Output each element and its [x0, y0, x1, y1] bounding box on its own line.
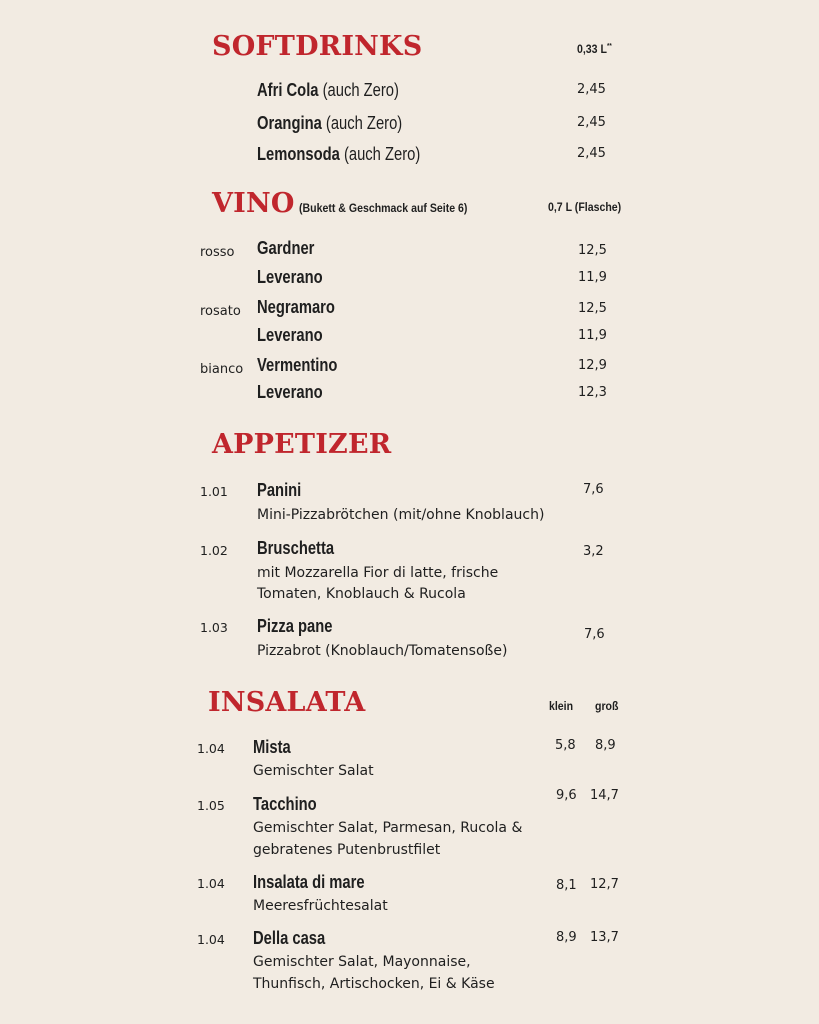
- appetizer-item-price: 3,2: [583, 544, 604, 559]
- item-number: 1.05: [197, 798, 225, 813]
- salad-item-price-small: 9,6: [556, 788, 577, 803]
- salad-item-price-large: 14,7: [590, 788, 619, 803]
- vino-note: (Bukett & Geschmack auf Seite 6): [299, 201, 468, 215]
- appetizer-item-description: Pizzabrot (Knoblauch/Tomatensoße): [257, 643, 508, 659]
- salad-item-description: Gemischter Salat: [253, 763, 374, 779]
- appetizer-item-name: Pizza pane: [257, 616, 333, 636]
- item-number: 1.01: [200, 484, 228, 499]
- salad-item-name: Mista: [253, 737, 291, 757]
- appetizer-item-price: 7,6: [583, 482, 604, 497]
- appetizer-item-description: Tomaten, Knoblauch & Rucola: [257, 586, 466, 602]
- item-number: 1.04: [197, 932, 225, 947]
- softdrink-item-price: 2,45: [577, 146, 606, 161]
- softdrink-item-price: 2,45: [577, 115, 606, 130]
- salad-item-price-large: 12,7: [590, 877, 619, 892]
- salad-item-description: Gemischter Salat, Mayonnaise,: [253, 954, 471, 970]
- insalata-heading: INSALATA: [208, 687, 366, 718]
- softdrink-item-name: Orangina (auch Zero): [257, 113, 403, 133]
- vino-heading: VINO: [212, 188, 295, 219]
- salad-item-description: gebratenes Putenbrustfilet: [253, 842, 441, 858]
- appetizer-heading: APPETIZER: [212, 429, 392, 460]
- softdrink-item-price: 2,45: [577, 82, 606, 97]
- wine-item-price: 12,5: [578, 243, 607, 258]
- wine-item-name: Gardner: [257, 238, 315, 258]
- softdrinks-volume-header: 0,33 L**: [577, 42, 612, 56]
- wine-item-name: Negramaro: [257, 297, 335, 317]
- salad-item-description: Meeresfrüchtesalat: [253, 898, 388, 914]
- wine-item-name: Leverano: [257, 325, 323, 345]
- salad-item-price-small: 5,8: [555, 738, 576, 753]
- appetizer-item-price: 7,6: [584, 627, 605, 642]
- item-number: 1.02: [200, 543, 228, 558]
- salad-item-description: Gemischter Salat, Parmesan, Rucola &: [253, 820, 523, 836]
- wine-item-name: Vermentino: [257, 355, 338, 375]
- appetizer-item-name: Bruschetta: [257, 538, 335, 558]
- wine-item-price: 12,5: [578, 301, 607, 316]
- wine-item-price: 11,9: [578, 270, 607, 285]
- wine-item-name: Leverano: [257, 382, 323, 402]
- softdrinks-heading: SOFTDRINKS: [212, 31, 423, 62]
- salad-item-price-large: 13,7: [590, 930, 619, 945]
- item-number: 1.03: [200, 620, 228, 635]
- wine-item-name: Leverano: [257, 267, 323, 287]
- wine-item-price: 12,3: [578, 385, 607, 400]
- item-number: 1.04: [197, 876, 225, 891]
- insalata-large-header: groß: [595, 699, 619, 713]
- appetizer-item-description: Mini-Pizzabrötchen (mit/ohne Knoblauch): [257, 507, 545, 523]
- wine-item-price: 11,9: [578, 328, 607, 343]
- appetizer-item-description: mit Mozzarella Fior di latte, frische: [257, 565, 499, 581]
- wine-category-label: rosato: [200, 304, 241, 319]
- salad-item-name: Della casa: [253, 928, 326, 948]
- softdrink-item-name: Lemonsoda (auch Zero): [257, 144, 421, 164]
- wine-item-price: 12,9: [578, 358, 607, 373]
- appetizer-item-name: Panini: [257, 480, 302, 500]
- salad-item-name: Tacchino: [253, 794, 317, 814]
- wine-category-label: bianco: [200, 362, 244, 377]
- salad-item-price-large: 8,9: [595, 738, 616, 753]
- wine-category-label: rosso: [200, 245, 235, 260]
- salad-item-description: Thunfisch, Artischocken, Ei & Käse: [253, 976, 495, 992]
- salad-item-name: Insalata di mare: [253, 872, 365, 892]
- insalata-small-header: klein: [549, 699, 574, 713]
- vino-volume-header: 0,7 L (Flasche): [548, 200, 622, 214]
- salad-item-price-small: 8,9: [556, 930, 577, 945]
- softdrink-item-name: Afri Cola (auch Zero): [257, 80, 399, 100]
- salad-item-price-small: 8,1: [556, 878, 577, 893]
- item-number: 1.04: [197, 741, 225, 756]
